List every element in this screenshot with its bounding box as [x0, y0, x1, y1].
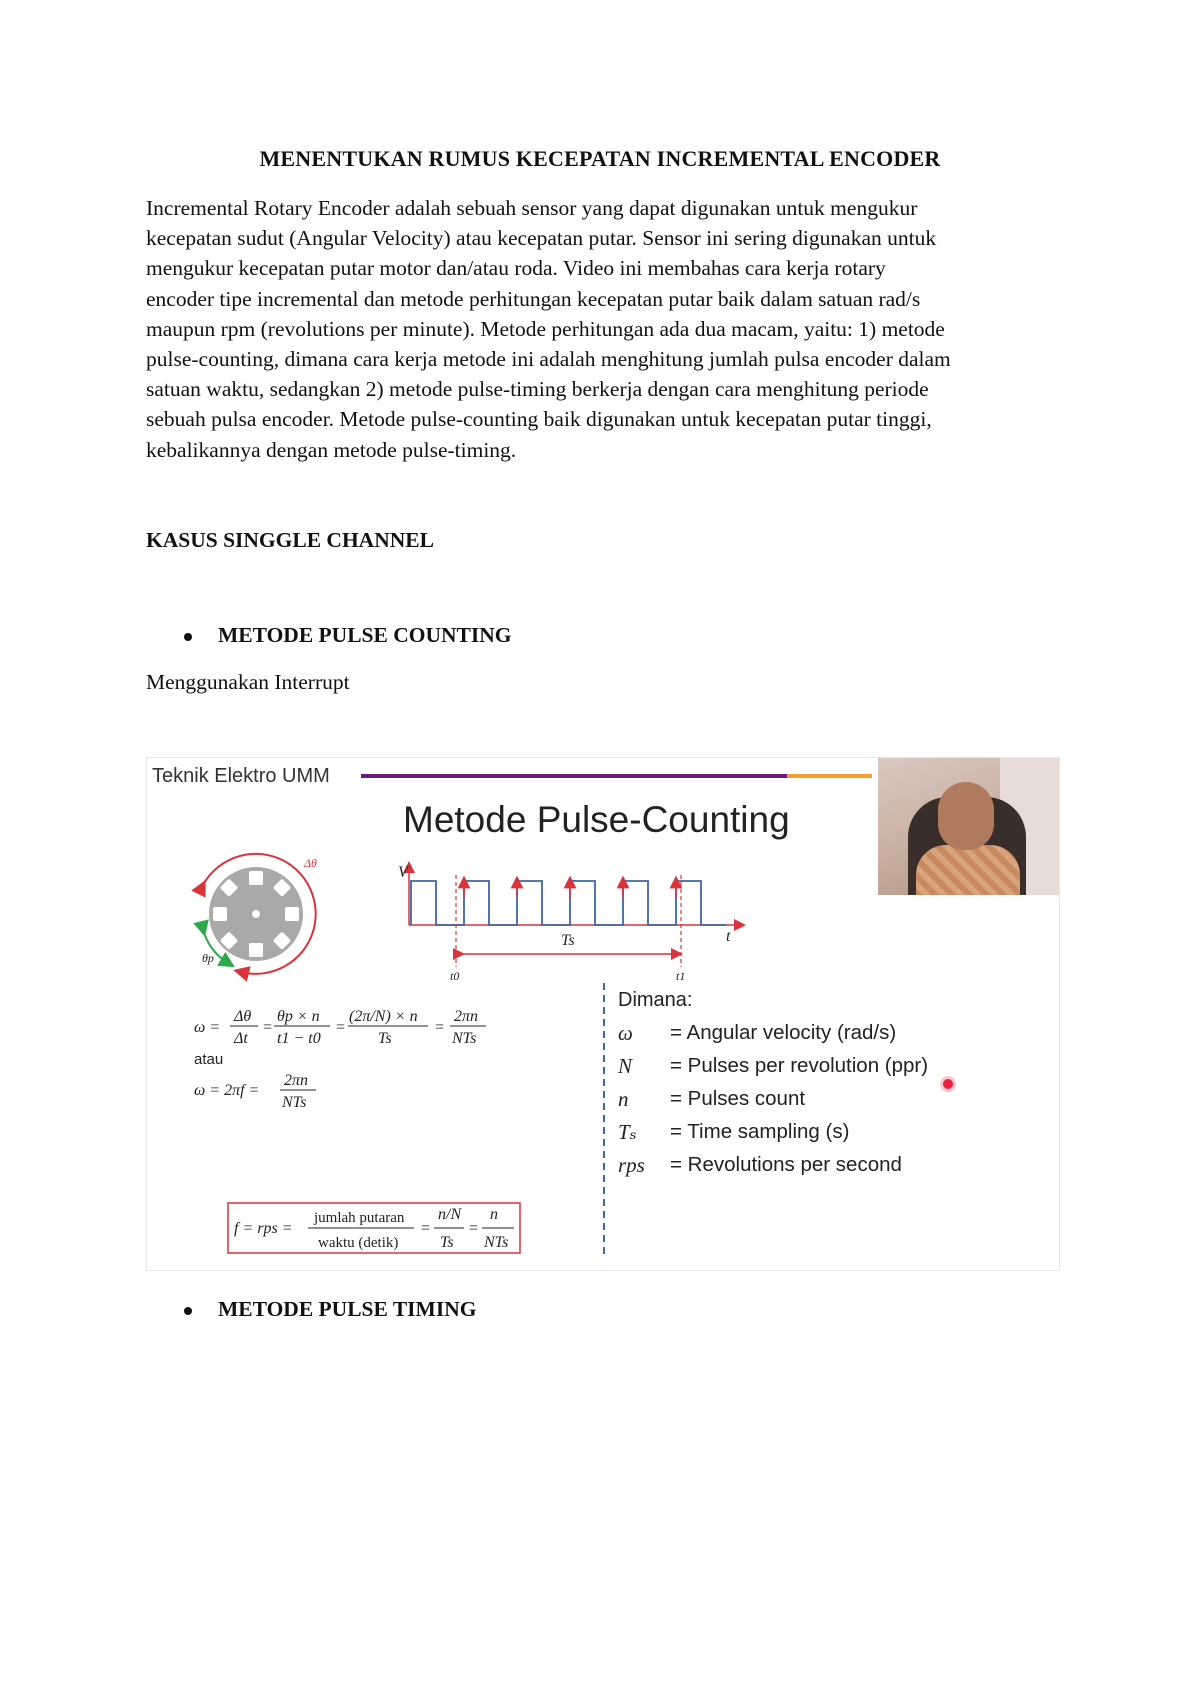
paragraph-line: pulse-counting, dimana cara kerja metode ini adalah menghitung jumlah pulsa encoder dalam — [146, 347, 951, 372]
delta-theta-label: Δθ — [304, 856, 317, 870]
pointer-dot — [943, 1079, 953, 1089]
svg-text:θp × n: θp × n — [277, 1008, 320, 1025]
t1-label: t1 — [676, 969, 686, 983]
definition-desc: = Time sampling (s) — [670, 1120, 850, 1143]
svg-text:n/N: n/N — [438, 1206, 462, 1223]
paragraph-line: Incremental Rotary Encoder adalah sebuah sensor yang dapat digunakan untuk mengukur — [146, 196, 918, 220]
svg-text:ω =: ω = — [194, 1019, 221, 1036]
omega-formula — [194, 1008, 486, 1047]
encoder-disc-icon — [202, 854, 316, 974]
sub-text: Menggunakan Interrupt — [146, 670, 350, 694]
bullet-label: METODE PULSE TIMING — [218, 1297, 477, 1321]
svg-text:(2π/N) × n: (2π/N) × n — [349, 1008, 418, 1025]
svg-text:Ts: Ts — [440, 1234, 454, 1251]
svg-text:ω = 2πf =: ω = 2πf = — [194, 1082, 260, 1099]
svg-text:=: = — [434, 1019, 445, 1036]
t0-label: t0 — [450, 969, 460, 983]
paragraph-line: kecepatan sudut (Angular Velocity) atau kecepatan putar. Sensor ini sering digunakan untuk — [146, 226, 937, 251]
definition-desc: = Pulses per revolution (ppr) — [670, 1054, 929, 1077]
svg-text:=: = — [335, 1019, 346, 1036]
t-axis-label: t — [726, 928, 731, 945]
pulse-train-diagram — [409, 867, 740, 967]
definition-desc: = Pulses count — [670, 1087, 806, 1110]
dimana-heading: Dimana: — [618, 989, 693, 1011]
ts-label: Ts — [561, 932, 575, 949]
svg-text:f = rps =: f = rps = — [234, 1220, 293, 1237]
svg-text:=: = — [262, 1019, 273, 1036]
atau-label: atau — [194, 1051, 224, 1068]
definition-symbol: N — [618, 1054, 633, 1078]
svg-text:NTs: NTs — [484, 1234, 509, 1251]
svg-text:n: n — [490, 1206, 498, 1223]
svg-text:Δθ: Δθ — [234, 1008, 252, 1025]
svg-text:2πn: 2πn — [454, 1008, 479, 1025]
svg-text:2πn: 2πn — [284, 1072, 309, 1089]
slide-image — [146, 757, 1060, 1271]
svg-text:Δt: Δt — [234, 1030, 248, 1047]
paragraph-line: kebalikannya dengan metode pulse-timing. — [146, 437, 517, 462]
intro-paragraph — [146, 193, 1066, 465]
svg-text:Ts: Ts — [378, 1030, 392, 1047]
omega-frequency-formula — [194, 1072, 316, 1111]
definition-desc: = Angular velocity (rad/s) — [670, 1021, 897, 1044]
bullet-icon — [184, 1307, 192, 1315]
bullet-icon — [184, 633, 192, 641]
definition-symbol: Tₛ — [618, 1120, 637, 1144]
waktu-detik-label: waktu (detik) — [318, 1235, 399, 1251]
svg-text:t1 − t0: t1 − t0 — [277, 1030, 321, 1047]
theta-p-label: θp — [202, 951, 214, 965]
definition-symbol: n — [618, 1087, 629, 1111]
definition-symbol: rps — [618, 1153, 645, 1177]
paragraph-line: satuan waktu, sedangkan 2) metode pulse-timing berkerja dengan cara menghitung periode — [146, 377, 929, 402]
svg-text:NTs: NTs — [452, 1030, 477, 1047]
slide-brand: Teknik Elektro UMM — [152, 765, 330, 787]
svg-text:NTs: NTs — [282, 1094, 307, 1111]
slide-diagram — [146, 757, 1060, 1271]
paragraph-line: encoder tipe incremental dan metode perhitungan kecepatan putar baik dalam satuan rad/s — [146, 286, 921, 311]
paragraph-line: maupun rpm (revolutions per minute). Metode perhitungan ada dua macam, yaitu: 1) metode — [146, 316, 945, 341]
definition-symbol: ω — [618, 1021, 633, 1045]
slide-title: Metode Pulse-Counting — [403, 799, 790, 840]
jumlah-putaran-label: jumlah putaran — [314, 1210, 405, 1226]
paragraph-line: sebuah pulsa encoder. Metode pulse-counting baik digunakan untuk kecepatan putar tinggi, — [146, 407, 932, 432]
definition-desc: = Revolutions per second — [670, 1153, 902, 1176]
svg-text:=: = — [468, 1220, 479, 1237]
bullet-label: METODE PULSE COUNTING — [218, 623, 512, 647]
paragraph-line: mengukur kecepatan putar motor dan/atau roda. Video ini membahas cara kerja rotary — [146, 256, 886, 281]
page-title: MENENTUKAN RUMUS KECEPATAN INCREMENTAL ENCODER — [259, 146, 941, 171]
v-axis-label: V — [398, 864, 408, 881]
section-heading: KASUS SINGGLE CHANNEL — [146, 528, 434, 552]
svg-text:=: = — [420, 1220, 431, 1237]
